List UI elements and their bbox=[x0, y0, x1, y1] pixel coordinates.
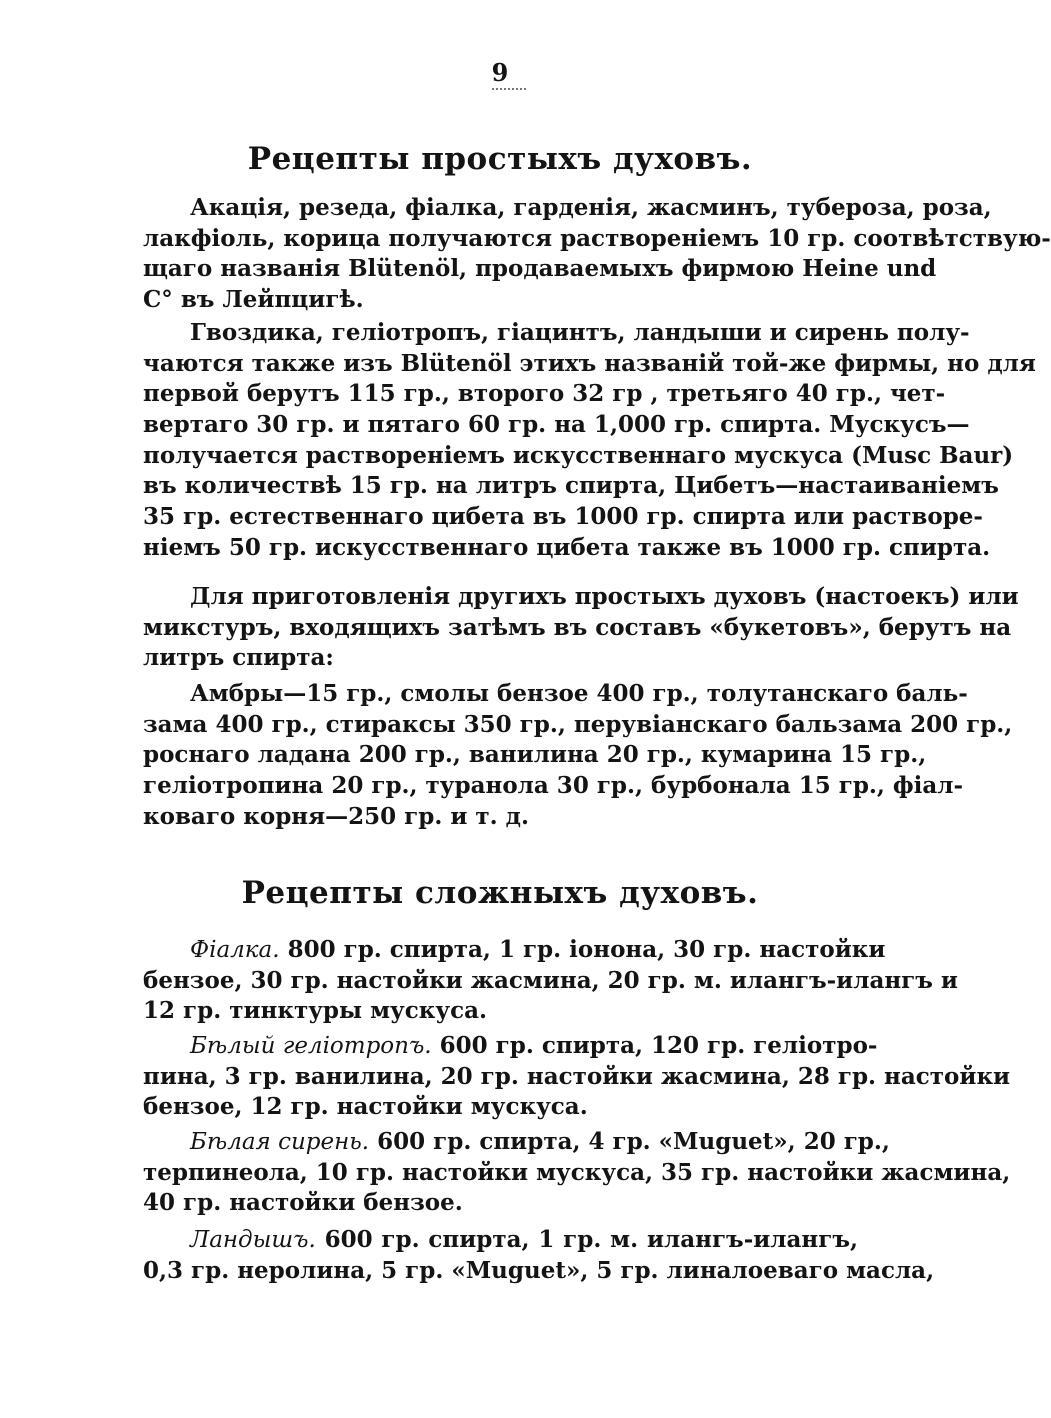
text-line: C° въ Лейпцигѣ. bbox=[143, 286, 364, 314]
recipe-white-lilac bbox=[143, 1127, 1011, 1219]
text-line: коваго корня—250 гр. и т. д. bbox=[143, 802, 530, 830]
text-line bbox=[143, 1225, 858, 1256]
text-line: Гвоздика, геліотропъ, гіацинтъ, ландыши и сирень полу- bbox=[190, 319, 970, 346]
paragraph-carnation-musk-civet bbox=[143, 318, 1036, 564]
section-title-complex-perfumes: Рецепты сложныхъ духовъ. bbox=[241, 875, 759, 911]
recipe-violet bbox=[143, 935, 958, 1027]
text-line: ніемъ 50 гр. искусственнаго цибета также въ 1000 гр. спирта. bbox=[143, 533, 991, 561]
text-line: микстуръ, входящихъ затѣмъ въ составъ «букетовъ», берутъ на bbox=[143, 613, 1012, 641]
recipe-text: 600 гр. спирта, 120 гр. геліотро- bbox=[439, 1032, 878, 1059]
text-line: бензое, 30 гр. настойки жасмина, 20 гр. м. илангъ-илангъ и bbox=[143, 966, 958, 994]
text-line: Амбры—15 гр., смолы бензое 400 гр., толутанскаго баль- bbox=[190, 680, 968, 707]
recipe-text: 600 гр. спирта, 1 гр. м. илангъ-илангъ, bbox=[324, 1226, 858, 1253]
recipe-name: Бѣлый геліотропъ. bbox=[190, 1033, 432, 1059]
text-line: роснаго ладана 200 гр., ванилина 20 гр., кумарина 15 гр., bbox=[143, 741, 927, 769]
recipe-lily-of-the-valley bbox=[143, 1225, 935, 1286]
page-number: 9 bbox=[491, 58, 509, 87]
text-line: зама 400 гр., стираксы 350 гр., перувіанскаго бальзама 200 гр., bbox=[143, 710, 1013, 738]
page-number-underline bbox=[492, 88, 526, 92]
text-line: 12 гр. тинктуры мускуса. bbox=[143, 997, 488, 1025]
text-line: первой берутъ 115 гр., второго 32 гр , третьяго 40 гр., чет- bbox=[143, 380, 946, 408]
section-title-simple-perfumes: Рецепты простыхъ духовъ. bbox=[247, 141, 753, 177]
text-line: геліотропина 20 гр., туранола 30 гр., бурбонала 15 гр., фіал- bbox=[143, 772, 964, 800]
text-line: Акація, резеда, фіалка, гарденія, жасминъ, тубероза, роза, bbox=[190, 194, 992, 221]
text-line: Для приготовленія другихъ простыхъ духовъ (настоекъ) или bbox=[190, 583, 1019, 610]
text-line: щаго названія Blütenöl, продаваемыхъ фирмою Heine und bbox=[143, 255, 937, 283]
text-line: пина, 3 гр. ванилина, 20 гр. настойки жасмина, 28 гр. настойки bbox=[143, 1062, 1011, 1090]
paragraph-flower-oils bbox=[143, 193, 1051, 316]
text-line bbox=[143, 935, 886, 966]
text-line bbox=[143, 1127, 890, 1158]
text-line: литръ спирта: bbox=[143, 644, 334, 672]
text-line: 0,3 гр. неролина, 5 гр. «Muguet», 5 гр. линалоеваго масла, bbox=[143, 1256, 935, 1284]
recipe-name: Ландышъ. bbox=[190, 1227, 316, 1253]
recipe-white-heliotrope bbox=[143, 1031, 1011, 1123]
recipe-name: Бѣлая сирень. bbox=[190, 1129, 370, 1155]
recipe-text: 800 гр. спирта, 1 гр. іонона, 30 гр. настойки bbox=[287, 936, 886, 963]
text-line: 35 гр. естественнаго цибета въ 1000 гр. спирта или растворе- bbox=[143, 503, 983, 531]
text-line: вертаго 30 гр. и пятаго 60 гр. на 1,000 гр. спирта. Мускусъ— bbox=[143, 411, 970, 439]
text-line: получается раствореніемъ искусственнаго мускуса (Musc Baur) bbox=[143, 441, 1014, 469]
recipe-text: 600 гр. спирта, 4 гр. «Muguet», 20 гр., bbox=[377, 1128, 890, 1155]
text-line: въ количествѣ 15 гр. на литръ спирта, Цибетъ—настаиваніемъ bbox=[143, 472, 999, 500]
recipe-name: Фіалка. bbox=[190, 937, 280, 963]
text-line: лакфіоль, корица получаются раствореніемъ 10 гр. соотвѣтствую- bbox=[143, 224, 1051, 252]
paragraph-tincture-list bbox=[143, 679, 1013, 832]
text-line: чаются также изъ Blütenöl этихъ названій той-же фирмы, но для bbox=[143, 349, 1036, 377]
text-line: терпинеола, 10 гр. настойки мускуса, 35 гр. настойки жасмина, bbox=[143, 1158, 1011, 1186]
paragraph-tinctures-intro bbox=[143, 582, 1019, 674]
text-line: 40 гр. настойки бензое. bbox=[143, 1189, 463, 1217]
text-line: бензое, 12 гр. настойки мускуса. bbox=[143, 1093, 588, 1121]
text-line bbox=[143, 1031, 878, 1062]
